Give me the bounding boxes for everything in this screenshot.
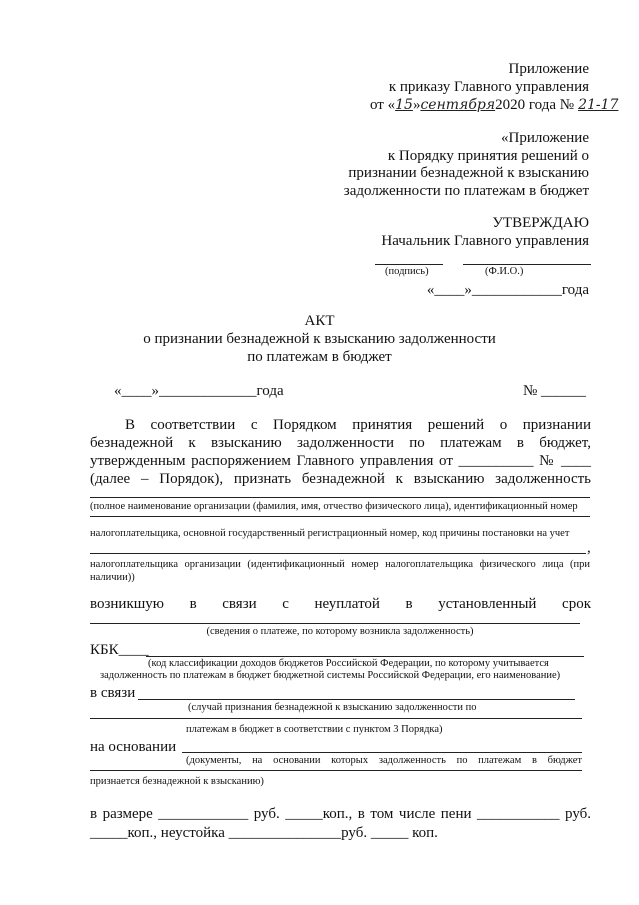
- signature-line: [375, 264, 443, 265]
- basis-line: [182, 752, 582, 753]
- reason-line: [138, 699, 575, 700]
- caption-payment-info: (сведения о платеже, по которому возникла задолженность): [206, 626, 474, 637]
- kbk-line: [146, 656, 584, 657]
- order-number-handwritten: 21-17: [578, 97, 619, 113]
- act-number-line: № ______: [523, 383, 587, 399]
- approve-date-line: «____»____________года: [426, 282, 589, 298]
- annex-label: Приложение: [508, 61, 589, 77]
- caption-basis: (документы, на основании которых задолженность по платежам в бюджет: [186, 755, 582, 766]
- caption-registration: налогоплательщика, основной государственный регистрационный номер, код причины постановки на учет: [90, 528, 570, 539]
- body-paragraph-line2: безнадежной к взысканию задолженности по платежам в бюджет,: [90, 435, 591, 451]
- order-month-handwritten: сентября: [420, 97, 496, 113]
- name-caption: (Ф.И.О.): [485, 266, 524, 277]
- reason-line2: [90, 718, 582, 719]
- act-subtitle-line2: по платежам в бюджет: [247, 349, 392, 365]
- order-reference: к приказу Главного управления: [388, 79, 589, 95]
- caption-kbk: (код классификации доходов бюджетов Российской Федерации, по которому учитывается: [148, 658, 549, 669]
- registration-line: [90, 553, 586, 554]
- basis-label: на основании: [90, 739, 177, 755]
- order-date-line: [370, 98, 618, 113]
- body-paragraph-line3: утвержденным распоряжением Главного управления от __________ № ____: [90, 453, 591, 469]
- kbk-label: КБК____: [90, 642, 149, 658]
- procedure-annex-line3: признании безнадежной к взысканию: [348, 165, 589, 181]
- body-paragraph-line1: В соответствии с Порядком принятия решений о признании: [125, 417, 591, 433]
- organization-id-line: [90, 516, 590, 517]
- body-paragraph-line4: (далее – Порядок), признать безнадежной к взысканию задолженность: [90, 471, 591, 487]
- signature-caption: (подпись): [385, 266, 429, 277]
- nonpayment-line: возникшую в связи с неуплатой в установленный срок: [90, 596, 591, 612]
- caption-reason: (случай признания безнадежной к взысканию задолженности по: [188, 702, 477, 713]
- payment-info-line: [90, 623, 580, 624]
- act-date-line: «____»_____________года: [114, 383, 284, 399]
- caption-kbk-line2: задолженность по платежам в бюджет бюджетной системы Российской Федерации, его наименование): [100, 670, 561, 681]
- caption-taxpayer: налогоплательщика организации (идентификационный номер налогоплательщика физического лица (при наличии)): [90, 559, 590, 584]
- caption-organization-name: (полное наименование организации (фамилия, имя, отчество физического лица), идентификационный номер: [90, 501, 578, 512]
- approve-title: УТВЕРЖДАЮ: [492, 215, 589, 231]
- order-year-number: 2020 года №: [495, 97, 575, 113]
- name-line: [463, 264, 591, 265]
- order-date-prefix: от «: [370, 97, 396, 113]
- order-date-quote: »: [412, 97, 421, 113]
- procedure-annex-line2: к Порядку принятия решений о: [387, 148, 589, 164]
- amount-line: в размере ____________ руб. _____коп., в том числе пени ___________ руб.: [90, 806, 591, 822]
- basis-line2: [90, 770, 582, 771]
- procedure-annex-label: «Приложение: [500, 130, 589, 146]
- procedure-annex-line4: задолженности по платежам в бюджет: [343, 183, 589, 199]
- act-subtitle-line1: о признании безнадежной к взысканию задолженности: [143, 331, 496, 347]
- caption-basis-line2: признается безнадежной к взысканию): [90, 776, 264, 787]
- reason-label: в связи: [90, 685, 136, 701]
- approve-position: Начальник Главного управления: [381, 233, 589, 249]
- registration-comma: ,: [587, 540, 591, 556]
- act-title: АКТ: [304, 313, 335, 329]
- amount-line2: _____коп., неустойка _______________руб. _____ коп.: [90, 825, 438, 841]
- caption-reason-line2: платежам в бюджет в соответствии с пунктом 3 Порядка): [186, 724, 443, 735]
- order-day-handwritten: 15: [395, 97, 413, 113]
- organization-name-line: [90, 497, 590, 498]
